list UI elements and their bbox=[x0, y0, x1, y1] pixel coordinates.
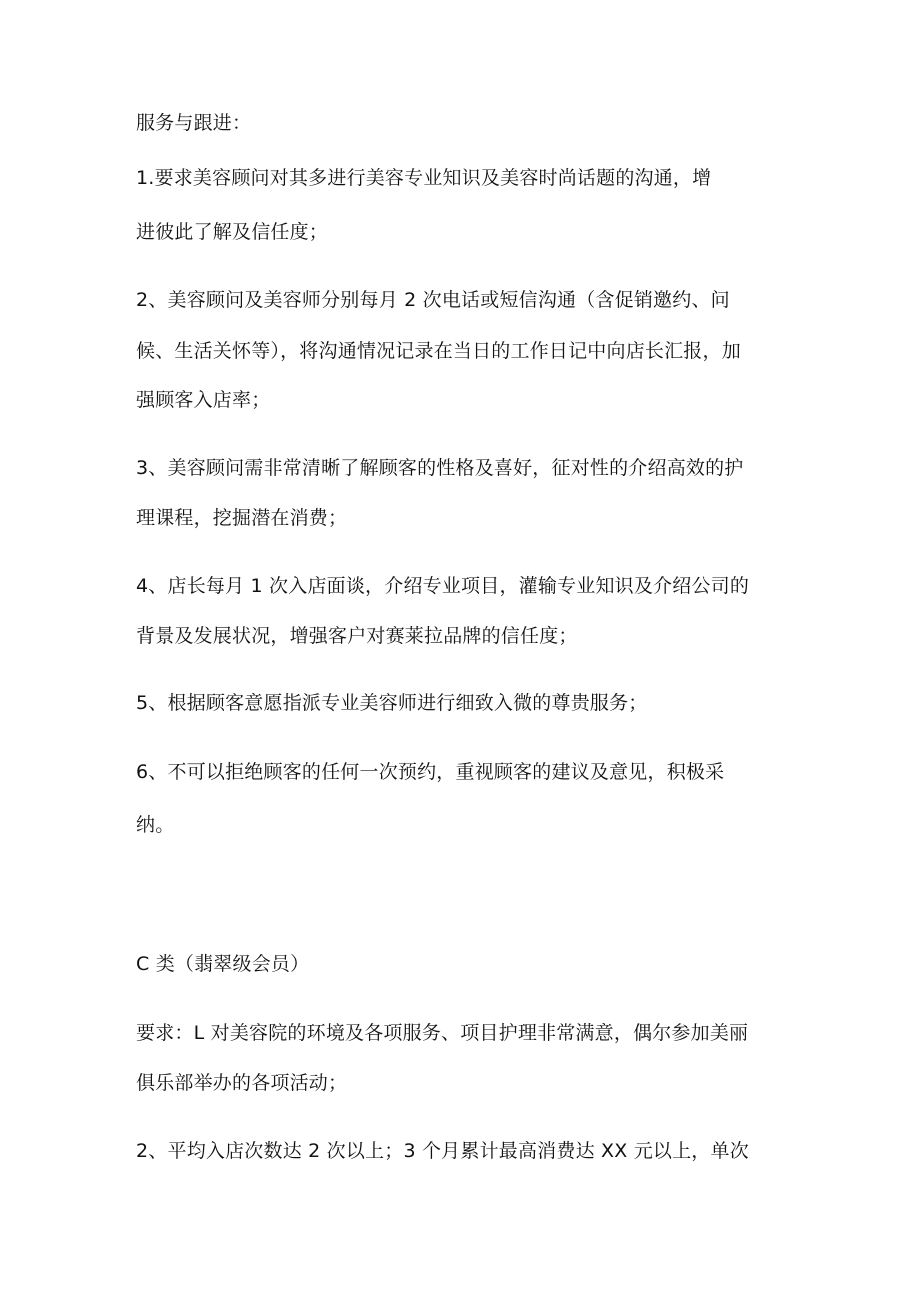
requirement-2-line-1: 2、平均入店次数达 2 次以上；3 个月累计最高消费达 XX 元以上，单次 bbox=[136, 1140, 749, 1162]
item-1-line-1: 1.要求美容顾问对其多进行美容专业知识及美容时尚话题的沟通，增 bbox=[136, 167, 712, 189]
item-2-line-2: 候、生活关怀等），将沟通情况记录在当日的工作日记中向店长汇报，加 bbox=[136, 340, 741, 362]
service-section-heading: 服务与跟进： bbox=[136, 112, 252, 134]
item-3-line-1: 3、美容顾问需非常清晰了解顾客的性格及喜好，征对性的介绍高效的护 bbox=[136, 457, 744, 479]
item-2-line-3: 强顾客入店率； bbox=[136, 389, 271, 411]
class-c-heading: C 类（翡翠级会员） bbox=[136, 953, 310, 975]
item-4-line-2: 背景及发展状况，增强客户对赛莱拉品牌的信任度； bbox=[136, 625, 578, 647]
item-1-line-2: 进彼此了解及信任度； bbox=[136, 221, 329, 243]
item-2-line-1: 2、美容顾问及美容师分别每月 2 次电话或短信沟通（含促销邀约、问 bbox=[136, 289, 730, 311]
item-4-line-1: 4、店长每月 1 次入店面谈，介绍专业项目，灌输专业知识及介绍公司的 bbox=[136, 575, 750, 597]
item-6-line-1: 6、不可以拒绝顾客的任何一次预约，重视顾客的建议及意见，积极采 bbox=[136, 761, 725, 783]
item-5-line-1: 5、根据顾客意愿指派专业美容师进行细致入微的尊贵服务； bbox=[136, 692, 648, 714]
requirement-line-2: 俱乐部举办的各项活动； bbox=[136, 1072, 348, 1094]
requirement-line-1: 要求：L 对美容院的环境及各项服务、项目护理非常满意，偶尔参加美丽 bbox=[136, 1022, 749, 1044]
item-3-line-2: 理课程，挖掘潜在消费； bbox=[136, 507, 348, 529]
item-6-line-2: 纳。 bbox=[136, 814, 175, 836]
